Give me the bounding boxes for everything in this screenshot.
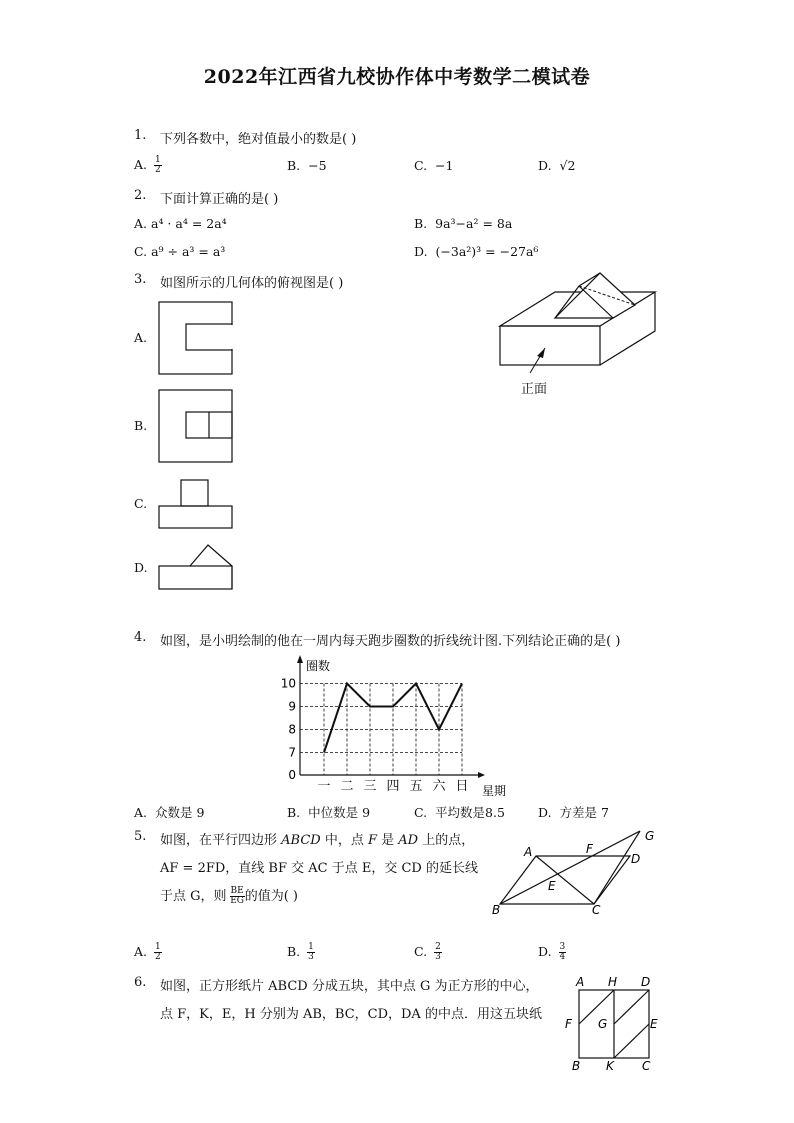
q6-label-d: D	[641, 975, 651, 989]
q3-text: 如图所示的几何体的俯视图是( )	[160, 276, 344, 291]
q4-number: 4.	[134, 630, 147, 645]
q1-option-a: A. $\frac{1}{2}$	[134, 155, 161, 175]
q6-number: 6.	[134, 975, 147, 990]
x-tick-label: 三	[363, 779, 377, 794]
q2-option-c: C. a⁹ ÷ a³ = a³	[134, 244, 226, 259]
q3-option-a-figure	[157, 300, 235, 376]
q5-line2: AF = 2FD，直线 BF 交 AC 于点 E，交 CD 的延长线	[160, 861, 478, 876]
y-tick-label: 8	[288, 722, 296, 737]
q6-label-a: A	[576, 975, 585, 989]
q5-label-f: F	[586, 842, 593, 856]
y-axis-title: 圈数	[306, 659, 331, 673]
q1-option-b: B. −5	[287, 158, 327, 173]
x-tick-label: 一	[317, 779, 331, 794]
q5-label-d: D	[631, 852, 641, 866]
x-tick-label: 五	[409, 779, 423, 794]
y-tick-label: 9	[288, 699, 296, 714]
q4-line-chart	[278, 655, 514, 800]
q5-label-b: B	[492, 903, 501, 917]
q6-label-c: C	[642, 1059, 651, 1073]
q3-option-b-label: B.	[134, 418, 148, 433]
q6-label-e: E	[650, 1017, 658, 1031]
q5-option-c: C. $\frac{2}{3}$	[414, 942, 441, 962]
q3-number: 3.	[134, 272, 147, 287]
q5-label-e: E	[548, 879, 556, 893]
y-tick-label: 10	[280, 676, 296, 691]
q1-option-c: C. −1	[414, 158, 454, 173]
q3-option-c-label: C.	[134, 496, 148, 511]
q4-text: 如图，是小明绘制的他在一周内每天跑步圈数的折线统计图.下列结论正确的是( )	[160, 634, 621, 649]
q6-line2: 点 F，K，E，H 分别为 AB，BC，CD，DA 的中点．用这五块纸	[160, 1007, 542, 1022]
x-axis-arrow	[478, 772, 485, 778]
x-axis-title: 星期	[482, 784, 507, 798]
q5-label-c: C	[592, 903, 601, 917]
q2-text: 下面计算正确的是( )	[160, 192, 279, 207]
q3-option-c-figure	[157, 478, 235, 530]
q5-label-a: A	[524, 845, 533, 859]
y-axis-arrow	[297, 655, 303, 663]
q3-option-d-figure	[157, 542, 237, 592]
q6-line1: 如图，正方形纸片 ABCD 分成五块，其中点 G 为正方形的中心，	[160, 979, 539, 994]
y-tick-label: 7	[288, 745, 296, 760]
q4-option-b: B. 中位数是 9	[287, 805, 371, 820]
q2-number: 2.	[134, 188, 147, 203]
q2-option-b: B. 9a³−a² = 8a	[414, 216, 513, 231]
q1-option-d: D. √2	[538, 158, 576, 173]
q5-line3: 于点 G，则 $\frac{BE}{EG}$ 的值为( )	[160, 886, 298, 906]
x-tick-label: 二	[340, 779, 354, 794]
q5-label-g: G	[645, 829, 655, 843]
q4-option-c: C. 平均数是8.5	[414, 805, 505, 820]
q1-number: 1.	[134, 128, 147, 143]
y-tick-label: 0	[288, 768, 296, 782]
q6-label-h: H	[608, 975, 618, 989]
q2-option-a: A. a⁴ · a⁴ = 2a⁴	[134, 216, 227, 231]
q5-number: 5.	[134, 829, 147, 844]
q1-text: 下列各数中，绝对值最小的数是( )	[160, 132, 357, 147]
q5-option-d: D. $\frac{3}{4}$	[538, 942, 566, 962]
q6-square-figure	[562, 974, 666, 1074]
q4-option-d: D. 方差是 7	[538, 805, 609, 820]
page-title: 2022年江西省九校协作体中考数学二模试卷	[203, 66, 591, 88]
q3-option-d-label: D.	[134, 560, 148, 575]
q3-option-a-label: A.	[134, 330, 148, 345]
x-tick-label: 四	[386, 779, 400, 794]
q3-option-b-figure	[157, 388, 235, 464]
q5-parallelogram-figure	[490, 826, 662, 920]
q6-label-g: G	[598, 1017, 608, 1031]
x-tick-label: 日	[455, 779, 469, 794]
q5-line1: 如图，在平行四边形 ABCD 中，点 F 是 AD 上的点，	[160, 833, 475, 848]
q4-option-a: A. 众数是 9	[134, 805, 205, 820]
q3-front-label: 正面	[521, 382, 548, 397]
x-tick-label: 六	[432, 779, 446, 794]
q5-option-b: B. $\frac{1}{3}$	[287, 942, 314, 962]
q2-option-d: D. (−3a²)³ = −27a⁶	[414, 244, 539, 259]
q5-option-a: A. $\frac{1}{2}$	[134, 942, 161, 962]
q6-label-k: K	[606, 1059, 614, 1073]
q6-label-f: F	[565, 1017, 572, 1031]
q6-label-b: B	[572, 1059, 581, 1073]
